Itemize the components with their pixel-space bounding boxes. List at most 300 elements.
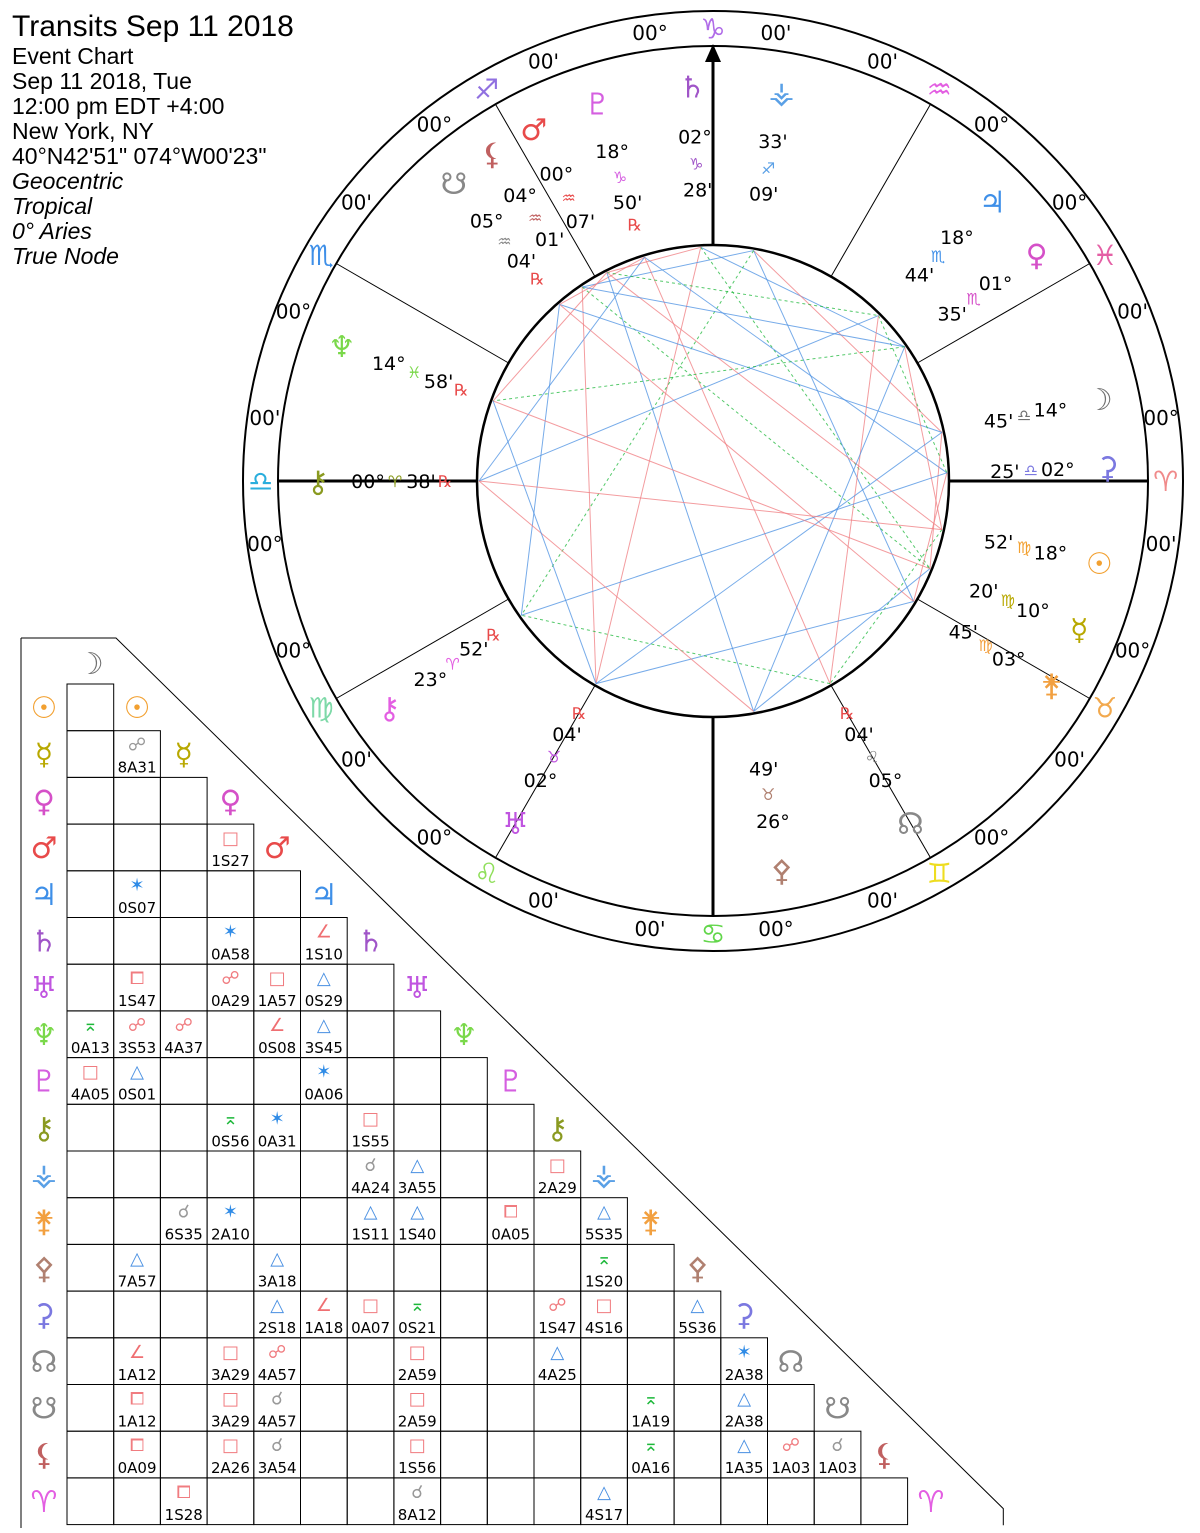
south-node-sign: ♒ — [497, 232, 512, 252]
sign-aquarius-glyph: ♒ — [926, 73, 952, 107]
grid-cell — [207, 1198, 254, 1245]
grid-aspect-orb: 3A54 — [257, 1459, 297, 1478]
grid-aspect-orb: 1A19 — [631, 1412, 671, 1431]
grid-cell — [581, 1244, 628, 1291]
grid-aspect-orb: 1A03 — [818, 1459, 858, 1478]
grid-aspect-symbol: □ — [548, 1155, 566, 1176]
uranus-glyph: ♅ — [502, 807, 529, 843]
grid-cell — [67, 1478, 114, 1525]
grid-cell — [347, 1011, 394, 1058]
grid-cell — [160, 1058, 207, 1105]
grid-cell — [441, 1291, 488, 1338]
grid-cell — [207, 1478, 254, 1525]
grid-cell — [301, 964, 348, 1011]
grid-cell — [160, 1151, 207, 1198]
chart-system-4: True Node — [12, 243, 119, 269]
jupiter-glyph: ♃ — [978, 185, 1006, 221]
ceres-sign: ♎ — [1023, 460, 1038, 480]
grid-row-glyph: ⚷ — [33, 1111, 55, 1147]
grid-cell — [207, 1244, 254, 1291]
grid-cell — [160, 964, 207, 1011]
grid-cell — [441, 1104, 488, 1151]
grid-cell — [627, 1291, 674, 1338]
grid-cell — [160, 1338, 207, 1385]
grid-cell — [347, 964, 394, 1011]
pluto-retrograde: ℞ — [627, 215, 642, 235]
grid-cell — [347, 1338, 394, 1385]
sign-cancer-glyph: ♋ — [700, 917, 726, 951]
grid-diagonal-glyph: ☋ — [824, 1391, 851, 1427]
chart-type: Event Chart — [12, 43, 134, 69]
grid-aspect-orb: 1S47 — [538, 1319, 577, 1338]
grid-cell — [534, 1244, 581, 1291]
grid-cell — [347, 1058, 394, 1105]
grid-aspect-symbol: ⌅ — [82, 1014, 98, 1036]
grid-aspect-orb: 6S35 — [164, 1225, 203, 1244]
grid-cell — [67, 1338, 114, 1385]
grid-cell — [254, 1058, 301, 1105]
grid-cell — [207, 1431, 254, 1478]
moon-degree: 14° — [1033, 399, 1068, 422]
chiron-minute: 38' — [406, 471, 436, 493]
grid-aspect-orb: 2A59 — [397, 1412, 437, 1431]
sign-sagittarius-glyph: ♐ — [474, 73, 500, 107]
grid-cell — [160, 1385, 207, 1432]
grid-aspect-symbol: ☍ — [221, 968, 240, 990]
grid-cell — [814, 1431, 861, 1478]
neptune-retrograde: ℞ — [453, 380, 469, 400]
grid-cell — [441, 1478, 488, 1525]
grid-aspect-orb: 2A59 — [397, 1365, 437, 1384]
sign-cusp-minute: 00° — [416, 825, 453, 850]
sun-sign: ♍ — [1016, 538, 1032, 558]
grid-aspect-symbol: ☌ — [364, 1155, 377, 1176]
grid-aspect-orb: 2A29 — [537, 1179, 577, 1197]
grid-aspect-symbol: ⧠ — [503, 1201, 518, 1223]
grid-aspect-symbol: ⧠ — [129, 968, 145, 990]
grid-aspect-orb: 1S27 — [211, 852, 250, 871]
grid-diagonal-glyph: ☿ — [174, 737, 193, 773]
grid-aspect-orb: 1A18 — [304, 1319, 344, 1338]
sign-cusp-degree: 00° — [275, 299, 312, 324]
grid-aspect-symbol: △ — [270, 1295, 285, 1317]
sun-degree: 18° — [1033, 542, 1068, 565]
sun-minute: 52' — [983, 531, 1014, 554]
jupiter-degree: 18° — [940, 227, 974, 250]
sign-cusp-degree: 00' — [340, 747, 372, 772]
grid-cell — [254, 1291, 301, 1338]
grid-aspect-symbol: ☍ — [174, 1014, 193, 1036]
aspect-line — [493, 347, 905, 401]
grid-aspect-symbol: △ — [597, 1201, 611, 1223]
vesta-glyph: ⚶ — [768, 76, 795, 112]
grid-aspect-symbol: ☍ — [548, 1295, 567, 1317]
mercury-minute: 20' — [969, 580, 999, 603]
moon-glyph: ☽ — [1085, 382, 1113, 418]
grid-cell — [721, 1338, 768, 1385]
grid-aspect-symbol: ⌅ — [643, 1435, 659, 1457]
grid-cell — [160, 1431, 207, 1478]
grid-cell — [207, 1338, 254, 1385]
grid-cell — [347, 1151, 394, 1198]
grid-cell — [347, 1104, 394, 1151]
grid-cell — [160, 1104, 207, 1151]
chart-system-2: Tropical — [12, 193, 93, 219]
vertex-glyph: ⚷ — [378, 691, 401, 727]
north-node-sign: ♌ — [864, 747, 880, 767]
grid-cell — [394, 1011, 441, 1058]
grid-cell — [627, 1431, 674, 1478]
sign-cusp-minute: 00' — [249, 406, 281, 431]
grid-cell — [487, 1244, 534, 1291]
juno-minute: 45' — [948, 621, 978, 644]
grid-cell — [114, 1338, 161, 1385]
grid-aspect-symbol: ✶ — [269, 1108, 285, 1130]
south-node-retrograde: ℞ — [530, 269, 545, 289]
neptune-glyph: ♆ — [328, 329, 356, 365]
grid-cell — [301, 1478, 348, 1525]
grid-aspect-orb: 0S29 — [304, 992, 343, 1011]
grid-cell — [301, 1104, 348, 1151]
grid-cell — [207, 1011, 254, 1058]
grid-cell — [347, 1198, 394, 1245]
aspect-line — [701, 247, 930, 568]
sign-cusp-degree: 00° — [1051, 190, 1088, 215]
grid-diagonal-glyph: ♂ — [263, 831, 291, 867]
sign-cusp-degree: 00° — [416, 112, 453, 137]
lilith-minute: 01' — [535, 228, 565, 251]
juno-sign: ♍ — [978, 635, 993, 655]
grid-aspect-orb: 2A38 — [724, 1365, 764, 1384]
grid-cell — [487, 1291, 534, 1338]
grid-aspect-orb: 3S53 — [117, 1038, 157, 1057]
pallas-sign: ♉ — [761, 785, 776, 805]
aspect-line — [521, 473, 947, 615]
grid-cell — [114, 1431, 161, 1478]
grid-aspect-orb: 1A35 — [724, 1459, 764, 1478]
aspect-line — [754, 347, 905, 712]
grid-cell — [441, 1338, 488, 1385]
grid-cell — [67, 1151, 114, 1198]
chiron-sign: ♈ — [387, 472, 403, 491]
grid-cell — [394, 1431, 441, 1478]
grid-aspect-orb: 1A57 — [257, 992, 297, 1011]
sign-cusp-minute: 00' — [1054, 747, 1086, 772]
grid-aspect-symbol: □ — [408, 1388, 426, 1410]
grid-diagonal-glyph: ☊ — [777, 1344, 805, 1380]
grid-cell — [674, 1431, 721, 1478]
vesta-minute: 09' — [749, 183, 779, 206]
mars-minute: 07' — [565, 210, 596, 233]
grid-aspect-symbol: △ — [410, 1201, 425, 1223]
grid-aspect-orb: 3S45 — [304, 1038, 343, 1057]
grid-cell — [301, 1244, 348, 1291]
juno-glyph: ⚵ — [1040, 668, 1063, 704]
sign-cusp-degree: 00' — [528, 888, 559, 913]
grid-aspect-orb: 2A26 — [210, 1459, 250, 1478]
chiron-glyph: ⚷ — [307, 465, 329, 500]
grid-aspect-symbol: □ — [268, 968, 286, 990]
grid-aspect-orb: 1S11 — [351, 1225, 390, 1244]
mars-degree: 00° — [539, 163, 574, 186]
grid-aspect-symbol: △ — [130, 1248, 144, 1270]
grid-aspect-orb: 0A07 — [351, 1319, 391, 1338]
grid-diagonal-glyph: ☽ — [76, 647, 104, 682]
grid-diagonal-glyph: ⚸ — [873, 1438, 896, 1474]
grid-aspect-orb: 3A29 — [210, 1365, 250, 1384]
grid-aspect-symbol: □ — [221, 1341, 239, 1363]
grid-cell — [394, 1385, 441, 1432]
aspect-line — [830, 316, 878, 684]
grid-cell — [347, 1478, 394, 1525]
chart-title: Transits Sep 11 2018 — [12, 10, 294, 43]
grid-cell — [254, 1198, 301, 1245]
grid-aspect-orb: 1S47 — [117, 992, 157, 1011]
grid-cell — [114, 1385, 161, 1432]
vesta-degree: 33' — [758, 131, 788, 154]
uranus-degree: 02° — [523, 769, 558, 792]
vertex-retrograde: ℞ — [486, 625, 501, 645]
sign-cusp-minute: 00' — [528, 49, 559, 74]
grid-cell — [394, 1338, 441, 1385]
grid-cell — [254, 1104, 301, 1151]
grid-aspect-orb: 0A13 — [70, 1038, 110, 1057]
sign-cusp-degree: 00' — [867, 49, 898, 74]
sign-cusp-minute: 00' — [340, 190, 372, 215]
grid-aspect-symbol: △ — [737, 1388, 752, 1410]
grid-aspect-orb: 3A55 — [397, 1179, 437, 1197]
grid-cell — [768, 1478, 815, 1525]
grid-aspect-orb: 1S20 — [584, 1272, 624, 1291]
sign-gemini-glyph: ♊ — [926, 856, 952, 890]
grid-diagonal-glyph: ⚷ — [546, 1111, 569, 1147]
cusp-line — [831, 104, 931, 276]
chart-place: New York, NY — [12, 118, 154, 144]
saturn-degree: 02° — [678, 126, 712, 149]
grid-aspect-symbol: ✶ — [129, 874, 145, 896]
grid-cell — [347, 1431, 394, 1478]
grid-cell — [254, 1244, 301, 1291]
grid-aspect-symbol: △ — [270, 1248, 285, 1270]
grid-aspect-symbol: □ — [408, 1435, 426, 1457]
pluto-minute: 50' — [612, 191, 643, 214]
sign-pisces-glyph: ♓ — [1092, 238, 1118, 272]
grid-aspect-symbol: □ — [595, 1295, 613, 1317]
grid-cell — [487, 1431, 534, 1478]
grid-aspect-orb: 8A31 — [117, 758, 157, 777]
grid-cell — [581, 1478, 628, 1525]
grid-aspect-symbol: △ — [130, 1061, 144, 1083]
grid-aspect-symbol: ☌ — [271, 1435, 284, 1457]
north-node-glyph: ☊ — [897, 807, 924, 843]
grid-aspect-symbol: ⌅ — [643, 1388, 659, 1410]
grid-aspect-symbol: ✶ — [736, 1341, 752, 1363]
grid-cell — [674, 1338, 721, 1385]
grid-cell — [768, 1431, 815, 1478]
aspect-line — [596, 432, 942, 683]
grid-cell — [581, 1385, 628, 1432]
saturn-glyph: ♄ — [678, 70, 706, 106]
grid-aspect-orb: 4S17 — [584, 1505, 624, 1524]
aspect-line — [645, 257, 830, 683]
grid-cell — [207, 1104, 254, 1151]
grid-cell — [114, 964, 161, 1011]
grid-cell — [627, 1385, 674, 1432]
grid-aspect-symbol: △ — [316, 1014, 331, 1036]
sign-taurus-glyph: ♉ — [1092, 691, 1118, 725]
grid-aspect-orb: 0A16 — [631, 1459, 671, 1478]
grid-cell — [394, 1198, 441, 1245]
sign-cusp-degree: 00° — [973, 825, 1010, 850]
grid-cell — [861, 1478, 908, 1525]
aspect-line — [479, 481, 754, 711]
neptune-sign: ♓ — [407, 363, 422, 383]
ceres-degree: 02° — [1040, 458, 1075, 481]
grid-aspect-orb: 3A18 — [257, 1272, 297, 1291]
sign-libra-glyph: ♎ — [247, 465, 274, 498]
grid-cell — [394, 1151, 441, 1198]
grid-aspect-symbol: □ — [221, 1388, 239, 1410]
grid-aspect-symbol: ✶ — [222, 1201, 238, 1223]
grid-aspect-symbol: ☍ — [781, 1435, 800, 1457]
mercury-degree: 10° — [1016, 600, 1050, 623]
grid-cell — [207, 1058, 254, 1105]
grid-aspect-symbol: △ — [597, 1481, 611, 1503]
grid-cell — [301, 1431, 348, 1478]
mars-glyph: ♂ — [520, 113, 548, 149]
grid-cell — [160, 1291, 207, 1338]
grid-row-glyph: ♄ — [30, 924, 58, 960]
grid-cell — [581, 1198, 628, 1245]
grid-aspect-symbol: ☌ — [831, 1435, 844, 1457]
grid-cell — [67, 1058, 114, 1105]
grid-cell — [160, 1198, 207, 1245]
venus-degree: 01° — [978, 273, 1013, 296]
sign-cusp-minute: 00° — [973, 112, 1010, 137]
grid-cell — [114, 1198, 161, 1245]
grid-cell — [254, 1478, 301, 1525]
jupiter-sign: ♏ — [930, 247, 946, 267]
grid-aspect-symbol: ⌅ — [409, 1295, 425, 1317]
grid-cell — [114, 1151, 161, 1198]
grid-aspect-symbol: △ — [410, 1155, 425, 1176]
aspect-line — [607, 273, 879, 316]
grid-cell — [581, 1431, 628, 1478]
neptune-minute: 58' — [423, 371, 454, 394]
grid-cell — [207, 1291, 254, 1338]
grid-cell — [674, 1291, 721, 1338]
aspect-line — [493, 401, 596, 684]
saturn-minute: 28' — [683, 179, 713, 202]
grid-cell — [487, 1104, 534, 1151]
uranus-minute: 04' — [552, 723, 582, 746]
grid-row-glyph: ⚳ — [33, 1298, 55, 1334]
grid-row-glyph: ♂ — [30, 831, 58, 867]
grid-cell — [67, 1291, 114, 1338]
grid-cell — [441, 1151, 488, 1198]
grid-cell — [768, 1385, 815, 1432]
grid-aspect-orb: 1A03 — [771, 1459, 811, 1478]
grid-cell — [254, 1011, 301, 1058]
sign-cusp-degree: 00° — [632, 20, 668, 45]
grid-aspect-orb: 7A57 — [117, 1272, 157, 1291]
north-node-degree: 05° — [868, 769, 903, 792]
pallas-minute: 49' — [749, 758, 779, 781]
grid-cell — [534, 1431, 581, 1478]
lilith-glyph: ⚸ — [481, 137, 504, 173]
grid-cell — [721, 1385, 768, 1432]
chart-system-3: 0° Aries — [12, 218, 92, 244]
grid-cell — [301, 1011, 348, 1058]
north-node-retrograde: ℞ — [839, 704, 855, 724]
grid-aspect-orb: 4A05 — [70, 1085, 110, 1104]
grid-cell — [254, 964, 301, 1011]
ceres-minute: 25' — [990, 460, 1020, 483]
aspect-line — [645, 257, 947, 473]
sign-virgo-glyph: ♍ — [308, 691, 334, 725]
grid-aspect-orb: 5S36 — [678, 1319, 717, 1338]
grid-diagonal-glyph: ♅ — [403, 971, 431, 1007]
south-node-minute: 04' — [506, 250, 537, 273]
chart-coords: 40°N42'51" 074°W00'23" — [12, 143, 267, 169]
grid-cell — [347, 1244, 394, 1291]
grid-aspect-symbol: □ — [362, 1108, 380, 1130]
grid-aspect-orb: 0A06 — [304, 1085, 344, 1104]
grid-cell — [67, 1431, 114, 1478]
chiron-retrograde: ℞ — [437, 472, 453, 491]
grid-aspect-orb: 0A09 — [117, 1459, 157, 1478]
grid-cell — [534, 1291, 581, 1338]
grid-cell — [627, 1244, 674, 1291]
grid-diagonal-glyph: ⚵ — [639, 1204, 662, 1240]
sign-capricorn-glyph: ♑ — [700, 12, 726, 46]
grid-cell — [441, 1244, 488, 1291]
sign-cusp-minute: 00' — [634, 917, 666, 942]
grid-aspect-symbol: ∠ — [315, 1295, 332, 1317]
grid-cell — [674, 1478, 721, 1525]
grid-cell — [254, 1431, 301, 1478]
grid-aspect-symbol: ⌅ — [596, 1248, 612, 1270]
grid-cell — [441, 1385, 488, 1432]
grid-cell — [67, 964, 114, 1011]
grid-cell — [487, 1338, 534, 1385]
saturn-sign: ♑ — [689, 154, 704, 174]
grid-aspect-orb: 5S35 — [584, 1225, 624, 1244]
grid-cell — [487, 1151, 534, 1198]
neptune-degree: 14° — [371, 353, 406, 376]
venus-glyph: ♀ — [1025, 238, 1048, 274]
pallas-degree: 26° — [756, 810, 790, 833]
grid-cell — [721, 1431, 768, 1478]
grid-cell — [627, 1478, 674, 1525]
grid-diagonal-glyph: ♇ — [497, 1064, 525, 1100]
grid-cell — [441, 1058, 488, 1105]
grid-diagonal-glyph: ♃ — [310, 877, 338, 913]
grid-row-glyph: ☊ — [30, 1344, 58, 1380]
grid-cell — [301, 1385, 348, 1432]
grid-cell — [254, 1151, 301, 1198]
sign-cusp-degree: 00° — [1143, 406, 1179, 431]
mercury-sign: ♍ — [1000, 591, 1016, 611]
grid-cell — [67, 1104, 114, 1151]
vertex-degree: 23° — [413, 668, 448, 691]
grid-cell — [301, 1198, 348, 1245]
aspect-line — [754, 251, 914, 602]
grid-cell — [301, 1338, 348, 1385]
juno-degree: 03° — [991, 648, 1026, 671]
sign-cusp-minute: 00° — [275, 638, 312, 663]
pluto-sign: ♑ — [612, 167, 628, 187]
